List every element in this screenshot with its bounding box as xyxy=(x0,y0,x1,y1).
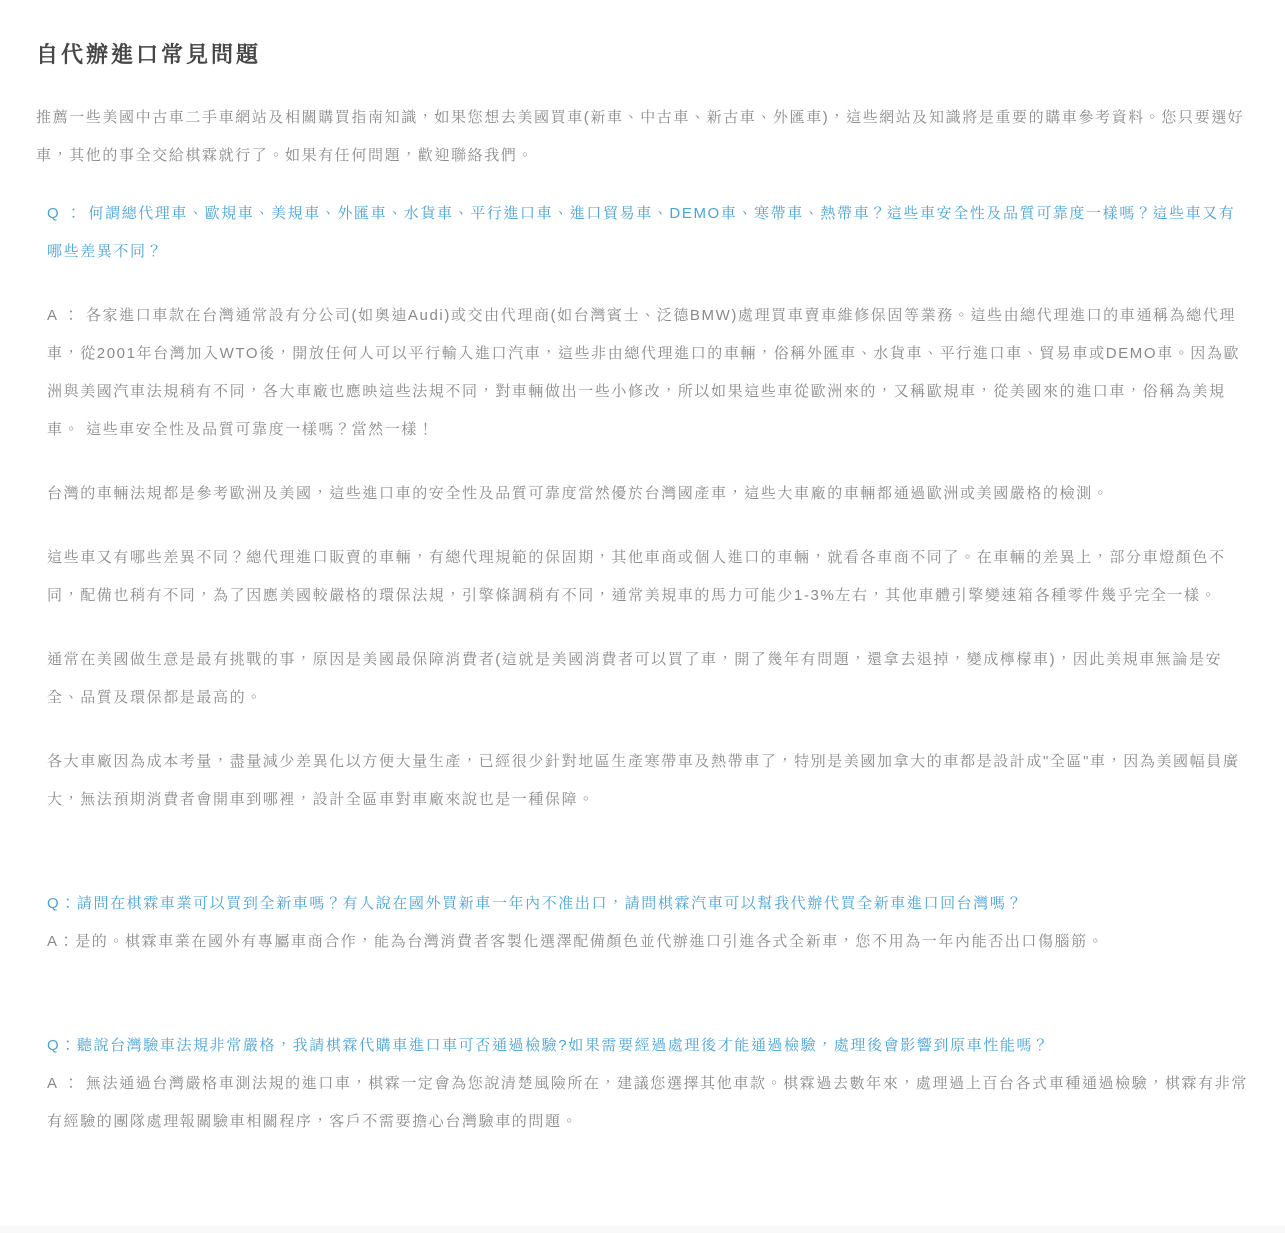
faq-answer-paragraph: A ： 無法通過台灣嚴格車測法規的進口車，棋霖一定會為您說清楚風險所在，建議您選擇其他車款。棋霖過去數年來，處理過上百台各式車種通過檢驗，棋霖有非常有經驗的團隊處理報關驗車相關程序，客戶不需要擔心台灣驗車的問題。 xyxy=(47,1075,1248,1130)
faq-question: Q：請問在棋霖車業可以買到全新車嗎？有人說在國外買新車一年內不准出口，請問棋霖汽車可以幫我代辦代買全新車進口回台灣嗎？ xyxy=(47,895,1024,912)
faq-answer-paragraph: A：是的。棋霖車業在國外有專屬車商合作，能為台灣消費者客製化選澤配備顏色並代辦進口引進各式全新車，您不用為一年內能否出口傷腦筋。 xyxy=(47,933,1105,950)
faq-question: Q：聽說台灣驗車法規非常嚴格，我請棋霖代購車進口車可否通過檢驗?如果需要經過處理後才能通過檢驗，處理後會影響到原車性能嗎？ xyxy=(47,1037,1050,1054)
page-title: 自代辦進口常見問題 xyxy=(36,42,262,67)
faq-item-2 xyxy=(36,885,1248,961)
intro-paragraph: 推薦一些美國中古車二手車網站及相關購買指南知識，如果您想去美國買車(新車、中古車、新古車、外匯車)，這些網站及知識將是重要的購車參考資料。您只要選好車，其他的事全交給棋霖就行了。如果有任何問題，歡迎聯絡我們。 xyxy=(36,109,1245,164)
faq-item-1 xyxy=(36,195,1248,819)
faq-question: Q ： 何謂總代理車、歐規車、美規車、外匯車、水貨車、平行進口車、進口貿易車、DEMO車、寒帶車、熱帶車？這些車安全性及品質可靠度一樣嗎？這些車又有哪些差異不同？ xyxy=(47,205,1236,260)
faq-item-3 xyxy=(36,1027,1248,1141)
faq-answer-paragraph: A ： 各家進口車款在台灣通常設有分公司(如奧迪Audi)或交由代理商(如台灣賓士、泛德BMW)處理買車賣車維修保固等業務。這些由總代理進口的車通稱為總代理車，從2001年台灣加入WTO後，開放任何人可以平行輸入進口汽車，這些非由總代理進口的車輛，俗稱外匯車、水貨車、平行進口車、貿易車或DEMO車。因為歐洲與美國汽車法規稍有不同，各大車廠也應映這些法規不同，對車輛做出一些小修改，所以如果這些車從歐洲來的，又稱歐規車，從美國來的進口車，俗稱為美規車。 這些車安全性及品質可靠度一樣嗎？當然一樣！ xyxy=(47,307,1241,438)
bottom-strip xyxy=(0,1226,1285,1233)
faq-answer-paragraph: 各大車廠因為成本考量，盡量減少差異化以方便大量生產，已經很少針對地區生產寒帶車及熱帶車了，特別是美國加拿大的車都是設計成"全區"車，因為美國幅員廣大，無法預期消費者會開車到哪裡，設計全區車對車廠來說也是一種保障。 xyxy=(47,753,1240,808)
faq-answer-paragraph: 通常在美國做生意是最有挑戰的事，原因是美國最保障消費者(這就是美國消費者可以買了車，開了幾年有問題，還拿去退掉，變成檸檬車)，因此美規車無論是安全、品質及環保都是最高的。 xyxy=(47,651,1223,706)
faq-answer-paragraph: 這些車又有哪些差異不同？總代理進口販賣的車輛，有總代理規範的保固期，其他車商或個人進口的車輛，就看各車商不同了。在車輛的差異上，部分車燈顏色不同，配備也稍有不同，為了因應美國較嚴格的環保法規，引擎條調稍有不同，通常美規車的馬力可能少1-3%左右，其他車體引擎變速箱各種零件幾乎完全一樣。 xyxy=(47,549,1226,604)
faq-answer-paragraph: 台灣的車輛法規都是參考歐洲及美國，這些進口車的安全性及品質可靠度當然優於台灣國產車，這些大車廠的車輛都通過歐洲或美國嚴格的檢測。 xyxy=(47,485,1110,502)
